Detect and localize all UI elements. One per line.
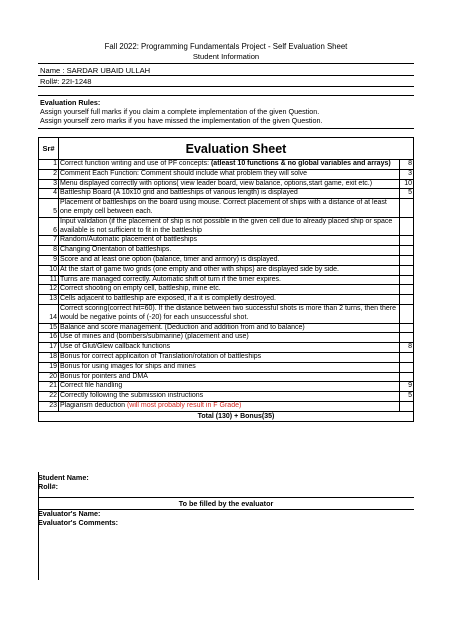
row-description (59, 180, 400, 189)
row-description-text: Input validation (if the placement of ship is not possible in the given cell due to already placed ship or space available is not sufficient to fit in the battleship (60, 217, 393, 234)
row-description-text: Plagiarism deduction (60, 401, 127, 409)
row-serial-number: 8 (39, 246, 59, 255)
row-serial-number: 20 (39, 373, 59, 382)
row-description-warning: (will most probably result in F Grade) (126, 401, 242, 409)
row-description (59, 402, 400, 411)
row-description (59, 353, 400, 362)
evaluation-row (39, 218, 413, 237)
row-self-mark: 8 (408, 343, 412, 351)
row-description-text: Correct shooting on empty cell, battleship, mine etc. (60, 285, 221, 293)
student-name-label: Student Name: (38, 473, 89, 482)
row-description-text: Bonus for using images for ships and mines (60, 362, 196, 370)
evaluation-row (39, 402, 413, 412)
row-self-mark (400, 363, 413, 372)
evaluation-row (39, 285, 413, 295)
row-self-mark (400, 236, 413, 245)
row-description (59, 285, 400, 294)
row-serial-number: 23 (39, 402, 59, 411)
row-self-mark: 10 (404, 179, 412, 187)
row-self-mark (400, 218, 413, 236)
evaluation-table (38, 137, 414, 422)
row-description-text: Turns are managed correctly. Automatic shift of turn if the timer expires. (60, 275, 281, 283)
serial-column-header: Sr# (39, 138, 59, 159)
evaluation-row (39, 276, 413, 286)
row-self-mark (400, 266, 413, 275)
evaluator-comments-label: Evaluator's Comments: (38, 518, 118, 527)
evaluation-row (39, 246, 413, 256)
row-description-emphasis: (atleast 10 functions & no global variables and arrays) (210, 160, 391, 167)
evaluation-row (39, 324, 413, 334)
row-serial-number: 15 (39, 324, 59, 333)
row-serial-number: 4 (39, 189, 59, 198)
row-description (59, 363, 400, 372)
evaluator-banner: To be filled by the evaluator (38, 497, 414, 510)
row-description-text: Correctly following the submission instructions (60, 392, 204, 400)
row-description-text: Correct function writing and use of PF concepts: (60, 160, 211, 167)
row-description-text: Cells adjacent to battleship are exposed, if a it is completly destroyed. (60, 295, 276, 303)
row-description (59, 295, 400, 304)
evaluation-row (39, 236, 413, 246)
row-serial-number: 17 (39, 343, 59, 352)
student-roll-label: Roll#: (38, 482, 58, 491)
row-description (59, 160, 400, 169)
row-serial-number: 19 (39, 363, 59, 372)
row-serial-number: 10 (39, 266, 59, 275)
row-description (59, 236, 400, 245)
row-serial-number: 21 (39, 382, 59, 391)
row-description (59, 324, 400, 333)
evaluation-row (39, 256, 413, 266)
row-description-text: Correct file handling (60, 382, 123, 390)
row-self-mark (400, 246, 413, 255)
row-serial-number: 12 (39, 285, 59, 294)
rule-zero-marks: Assign yourself zero marks if you have missed the implementation of the given Question. (40, 116, 323, 125)
row-description-text: Menu displayed correctly with options( view leader board, view balance, options,start game, exit etc.) (60, 179, 373, 187)
evaluation-row (39, 266, 413, 276)
evaluator-name-label: Evaluator's Name: (38, 509, 101, 518)
row-self-mark (400, 333, 413, 342)
student-name-field: Name : SARDAR UBAID ULLAH (38, 65, 414, 76)
row-description (59, 382, 400, 391)
evaluation-row (39, 392, 413, 402)
rule-full-marks: Assign yourself full marks if you claim a complete implementation of the given Question. (40, 107, 320, 116)
row-self-mark (400, 285, 413, 294)
row-serial-number: 5 (39, 199, 59, 217)
evaluation-row (39, 305, 413, 324)
row-self-mark (400, 295, 413, 304)
row-description (59, 276, 400, 285)
row-self-mark (400, 402, 413, 411)
row-self-mark (400, 305, 413, 323)
row-serial-number: 6 (39, 218, 59, 236)
row-description (59, 392, 400, 401)
row-serial-number: 11 (39, 276, 59, 285)
evaluation-row (39, 373, 413, 383)
evaluation-rows (39, 160, 413, 412)
evaluation-row (39, 382, 413, 392)
evaluation-rules (38, 95, 414, 129)
student-footer (38, 473, 414, 491)
row-description-text: Use of mines and (bombers/submarine) (placement and use) (60, 333, 249, 341)
row-self-mark: 8 (408, 160, 412, 167)
evaluation-row (39, 160, 413, 170)
row-description-text: Placement of battleships on the board using mouse. Correct placement of ships with a distance of at least one empty cell between each. (60, 199, 387, 215)
row-description-text: Changing Orientation of battleships. (60, 246, 172, 254)
row-description (59, 305, 400, 323)
row-serial-number: 14 (39, 305, 59, 323)
row-description-text: At the start of game two grids (one empty and other with ships) are displayed side by side. (60, 265, 339, 273)
document-title: Fall 2022: Programming Fundamentals Project - Self Evaluation Sheet (104, 42, 348, 51)
evaluation-sheet-title: Evaluation Sheet (185, 142, 287, 156)
row-description (59, 266, 400, 275)
row-serial-number: 3 (39, 180, 59, 189)
evaluation-row (39, 343, 413, 353)
row-description (59, 373, 400, 382)
row-self-mark (400, 353, 413, 362)
evaluation-row (39, 353, 413, 363)
row-description (59, 218, 400, 236)
row-self-mark (400, 373, 413, 382)
row-description (59, 333, 400, 342)
total-label: Total (130) + Bonus(35) (197, 412, 275, 420)
row-description (59, 199, 400, 217)
student-information-heading: Student Information (38, 52, 414, 64)
row-serial-number: 7 (39, 236, 59, 245)
row-description (59, 246, 400, 255)
total-row (39, 412, 413, 422)
row-description (59, 189, 400, 198)
row-serial-number: 9 (39, 256, 59, 265)
row-description-text: Score and at least one option (balance, timer and armory) is displayed. (60, 255, 280, 263)
row-serial-number: 22 (39, 392, 59, 401)
row-serial-number: 18 (39, 353, 59, 362)
row-description (59, 170, 400, 179)
row-description-text: Random/Automatic placement of battleships (60, 236, 197, 244)
row-description-text: Comment Each Function: Comment should include what problem they will solve (60, 169, 308, 177)
row-self-mark (400, 199, 413, 217)
evaluation-row (39, 189, 413, 199)
row-description-text: Use of Glut/Glew callback functions (60, 343, 171, 351)
row-description (59, 256, 400, 265)
student-roll-field: Roll#: 22I-1248 (38, 76, 414, 87)
row-self-mark: 5 (408, 189, 412, 197)
row-serial-number: 16 (39, 333, 59, 342)
evaluation-row (39, 199, 413, 218)
row-description-text: Battleship Board (A 10x10 grid and battleships of various length) is displayed (60, 189, 298, 197)
evaluation-row (39, 170, 413, 180)
evaluation-row (39, 180, 413, 190)
row-serial-number: 13 (39, 295, 59, 304)
row-description-text: Balance and score management. (Deduction and addition from and to balance) (60, 323, 305, 331)
row-self-mark (400, 276, 413, 285)
rules-title: Evaluation Rules: (40, 98, 101, 107)
row-description-text: Correct scoring(correct hit=60). If the distance between two successful shots is more than 2 turns, then there would be negative points of (-20) for each unsuccessful shot. (60, 304, 396, 321)
evaluation-row (39, 295, 413, 305)
row-description-text: Bonus for correct applicaiton of Translation/rotation of battleships (60, 352, 262, 360)
row-serial-number: 2 (39, 170, 59, 179)
evaluation-row (39, 363, 413, 373)
row-self-mark (400, 256, 413, 265)
evaluation-row (39, 333, 413, 343)
row-description-text: Bonus for pointers and DMA (60, 372, 148, 380)
row-self-mark: 5 (408, 392, 412, 400)
row-self-mark: 9 (408, 382, 412, 390)
evaluator-section (38, 509, 414, 527)
evaluation-table-header (39, 138, 413, 160)
row-self-mark: 3 (408, 169, 412, 177)
row-description (59, 343, 400, 352)
row-serial-number: 1 (39, 160, 59, 169)
row-self-mark (400, 324, 413, 333)
